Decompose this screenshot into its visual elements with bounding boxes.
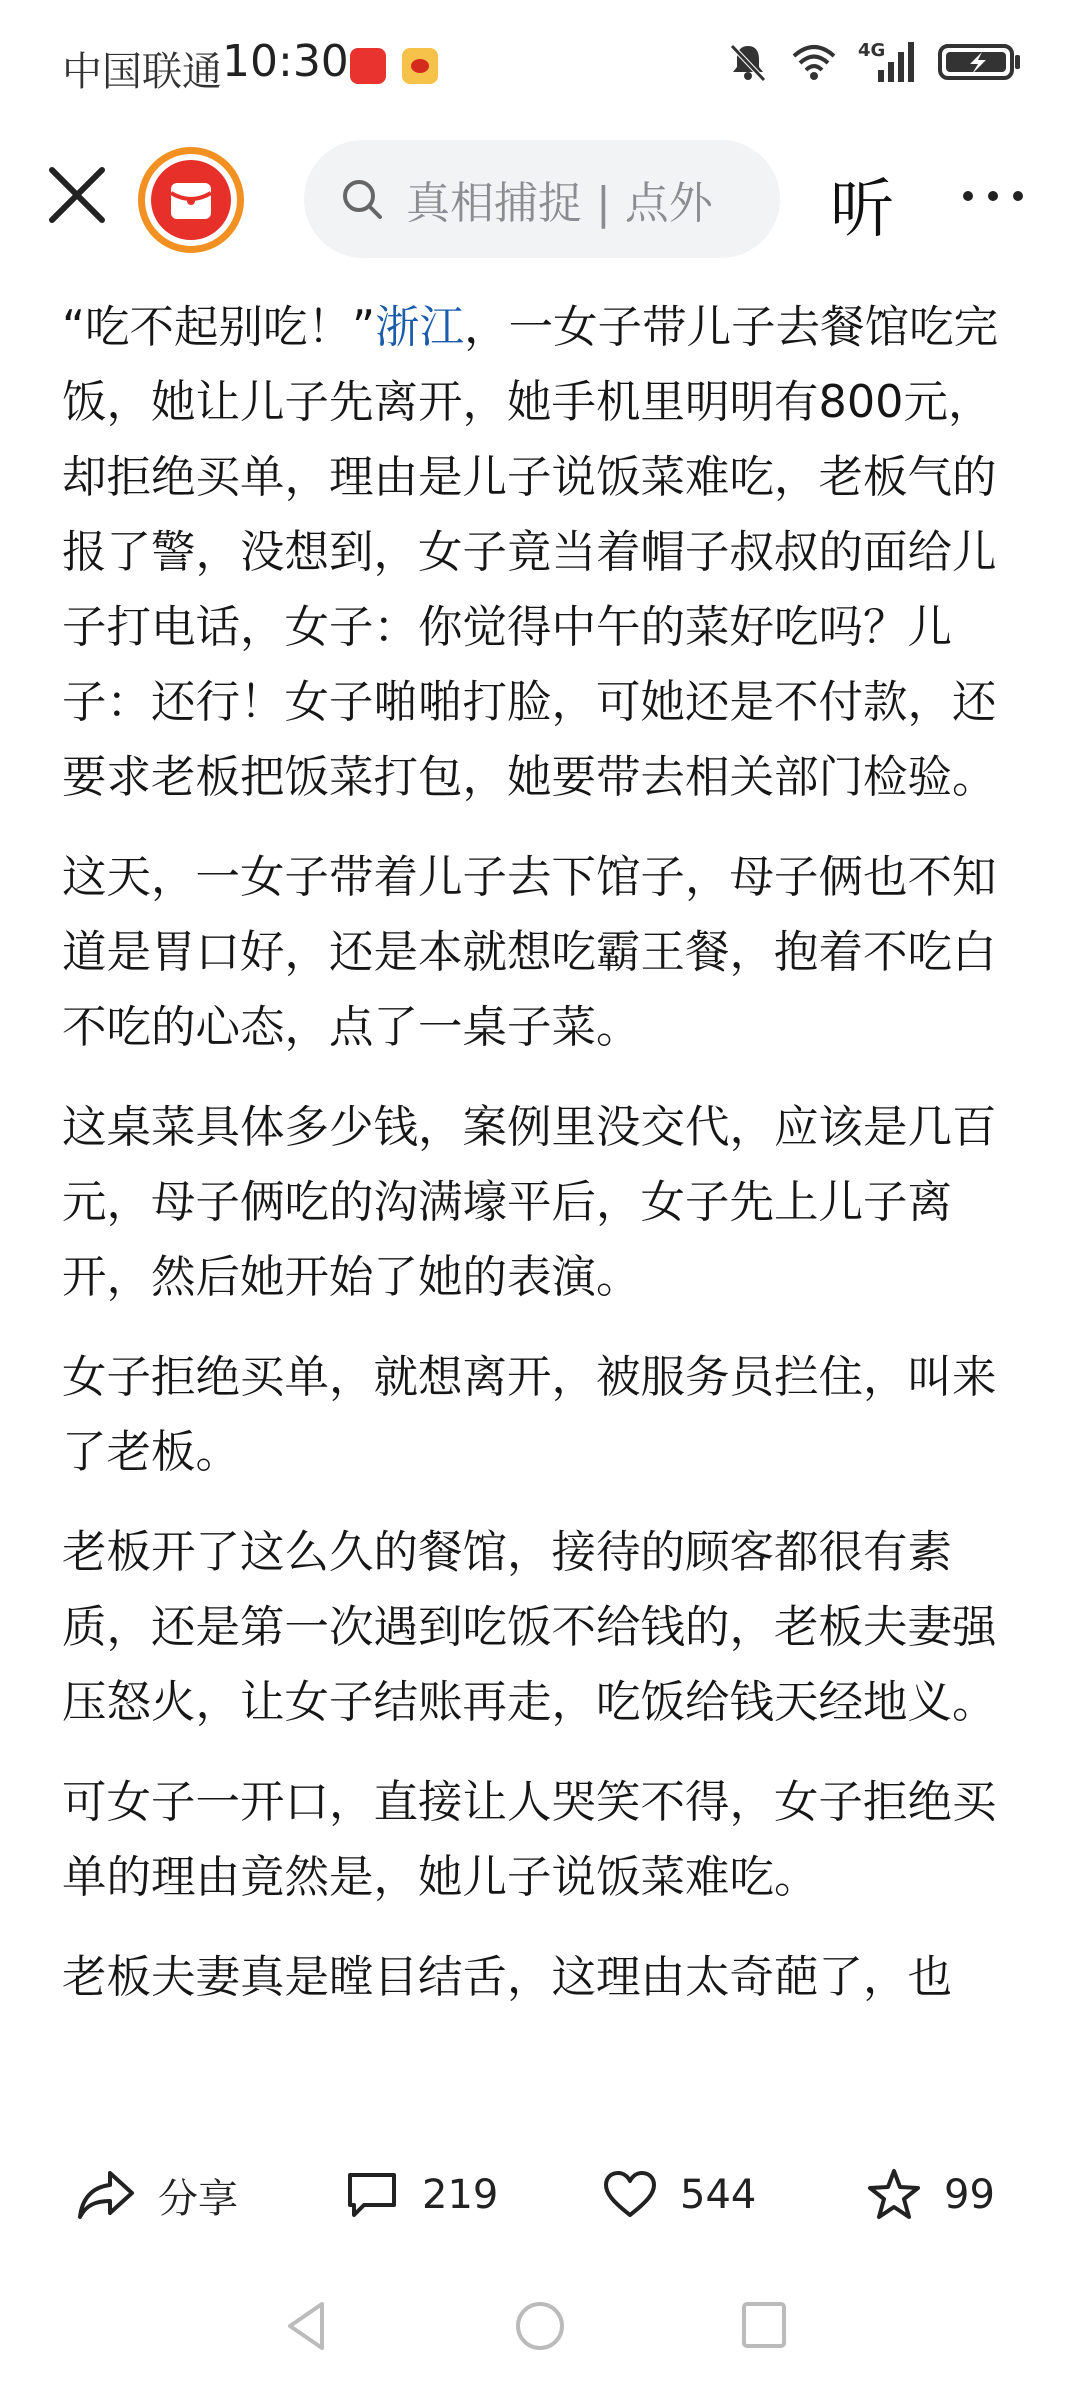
share-icon (76, 2167, 136, 2223)
paragraph-text: ，一女子带儿子去餐馆吃完饭，她让儿子先离开，她手机里明明有800元，却拒绝买单，理由是儿子说饭菜难吃，老板气的报了警，没想到，女子竟当着帽子叔叔的面给儿子打电话，女子：你觉得中午的菜好吃吗？儿子：还行！女子啪啪打脸，可她还是不付款，还要求老板把饭菜打包，她要带去相关部门检验。 (62, 302, 999, 803)
more-icon[interactable] (958, 176, 1028, 216)
favorite-count: 99 (944, 2172, 995, 2218)
article-paragraph: 老板开了这么久的餐馆，接待的顾客都很有素质，还是第一次遇到吃饭不给钱的，老板夫妻强压怒火，让女子结账再走，吃饭给钱天经地义。 (62, 1527, 997, 1728)
share-label: 分享 (158, 2175, 238, 2222)
top-navigation (0, 130, 1080, 270)
favorite-button[interactable] (866, 2160, 995, 2230)
search-icon (338, 175, 386, 223)
status-bar (0, 0, 1080, 130)
article-paragraph (62, 290, 1022, 815)
listen-button[interactable]: 听 (830, 173, 894, 247)
heart-icon (602, 2169, 658, 2221)
huawei-notification-icon (350, 48, 386, 84)
article-paragraph: 这天，一女子带着儿子去下馆子，母子俩也不知道是胃口好，还是本就想吃霸王餐，抱着不吃白不吃的心态，点了一桌子菜。 (62, 852, 997, 1053)
share-button[interactable] (76, 2160, 238, 2230)
network-type-label: 4G (858, 40, 886, 61)
article-paragraph: 女子拒绝买单，就想离开，被服务员拦住，叫来了老板。 (62, 1352, 997, 1478)
weibo-notification-icon (402, 48, 438, 84)
article-paragraph: 这桌菜具体多少钱，案例里没交代，应该是几百元，母子俩吃的沟满壕平后，女子先上儿子离开，然后她开始了她的表演。 (62, 1102, 997, 1303)
star-icon (866, 2167, 922, 2223)
comment-count: 219 (422, 2172, 499, 2218)
wifi-icon (790, 42, 838, 82)
back-icon[interactable] (282, 2298, 330, 2354)
home-icon[interactable] (512, 2298, 568, 2354)
like-count: 544 (680, 2172, 757, 2218)
search-bar[interactable] (304, 140, 780, 258)
comment-button[interactable] (344, 2160, 498, 2230)
location-link[interactable]: 浙江 (375, 302, 465, 353)
article-body (62, 290, 1022, 2120)
author-avatar[interactable] (138, 147, 244, 253)
cellular-signal-icon (858, 40, 918, 84)
mute-bell-icon (726, 40, 770, 84)
paragraph-text: “吃不起别吃！” (62, 302, 376, 353)
clock: 10:30 (222, 36, 349, 87)
battery-charging-icon (938, 42, 1022, 82)
search-placeholder: 真相捕捉 | 点外 (406, 178, 713, 229)
red-packet-icon (151, 160, 231, 240)
article-paragraph: 可女子一开口，直接让人哭笑不得，女子拒绝买单的理由竟然是，她儿子说饭菜难吃。 (62, 1777, 997, 1903)
carrier-label: 中国联通 (62, 49, 222, 95)
system-navigation-bar (0, 2270, 1080, 2388)
recents-icon[interactable] (738, 2298, 790, 2354)
article-paragraph: 老板夫妻真是瞠目结舌，这理由太奇葩了，也 (62, 1952, 953, 2003)
status-icons (726, 40, 1022, 84)
like-button[interactable] (602, 2160, 756, 2230)
article-action-bar (0, 2130, 1080, 2270)
comment-icon (344, 2169, 400, 2221)
close-icon[interactable] (42, 160, 112, 230)
